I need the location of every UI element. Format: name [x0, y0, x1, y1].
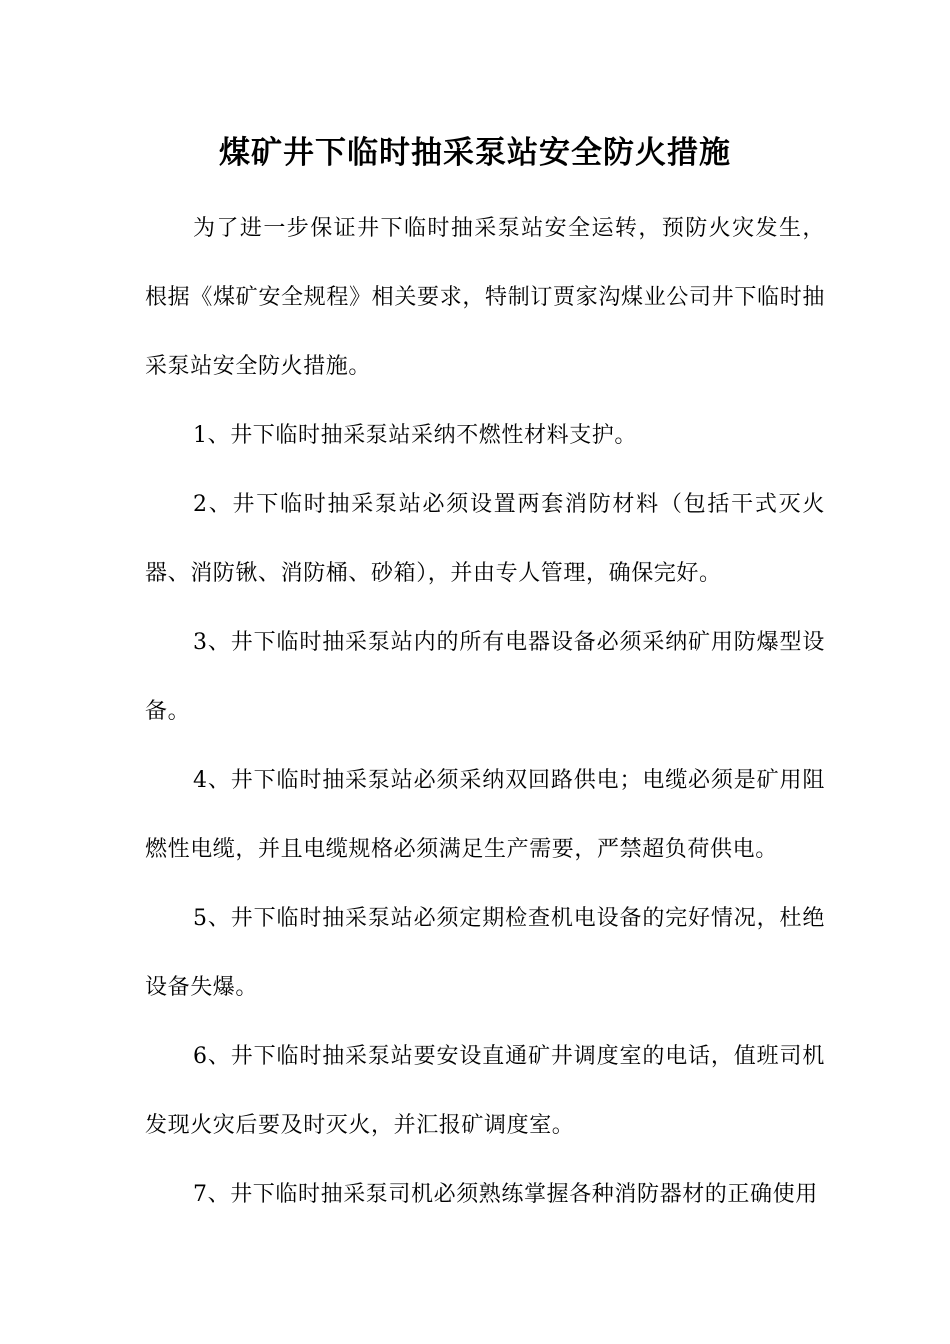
paragraph-item-7: 7、井下临时抽采泵司机必须熟练掌握各种消防器材的正确使用 — [193, 1182, 818, 1207]
paragraph-item-6: 6、井下临时抽采泵站要安设直通矿井调度室的电话，值班司机发现火灾后要及时灭火，并汇报矿调度室。 — [145, 1044, 825, 1138]
paragraph-item-1: 1、井下临时抽采泵站采纳不燃性材料支护。 — [193, 423, 637, 448]
paragraph-item-2: 2、井下临时抽采泵站必须设置两套消防材料（包括干式灭火器、消防锹、消防桶、砂箱），并由专人管理，确保完好。 — [145, 492, 825, 586]
paragraph-item-5: 5、井下临时抽采泵站必须定期检查机电设备的完好情况，杜绝设备失爆。 — [145, 906, 825, 1000]
paragraph-intro: 为了进一步保证井下临时抽采泵站安全运转，预防火灾发生，根据《煤矿安全规程》相关要求，特制订贾家沟煤业公司井下临时抽采泵站安全防火措施。 — [145, 216, 825, 379]
paragraph-item-4: 4、井下临时抽采泵站必须采纳双回路供电；电缆必须是矿用阻燃性电缆，并且电缆规格必须满足生产需要，严禁超负荷供电。 — [145, 768, 825, 862]
document-body — [145, 194, 825, 1229]
document-title: 煤矿井下临时抽采泵站安全防火措施 — [219, 135, 731, 171]
paragraph-item-3: 3、井下临时抽采泵站内的所有电器设备必须采纳矿用防爆型设备。 — [145, 630, 825, 724]
